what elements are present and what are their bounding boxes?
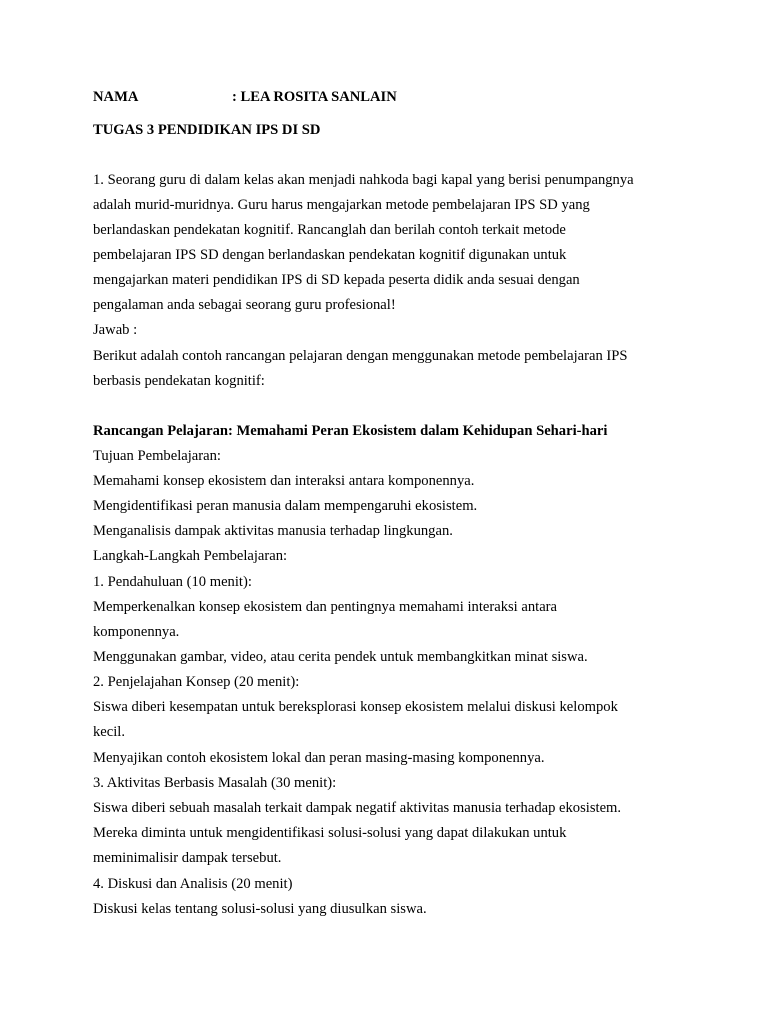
body-line: Memperkenalkan konsep ekosistem dan pentingnya memahami interaksi antara: [93, 599, 558, 615]
question-line: pengalaman anda sebagai seorang guru profesional!: [93, 297, 396, 313]
question-line: mengajarkan materi pendidikan IPS di SD kepada peserta didik anda sesuai dengan: [93, 272, 580, 288]
body-line: Siswa diberi kesempatan untuk bereksplorasi konsep ekosistem melalui diskusi kelompok: [93, 699, 618, 715]
step-heading: 2. Penjelajahan Konsep (20 menit):: [93, 674, 300, 690]
section-heading: Tujuan Pembelajaran:: [93, 448, 221, 464]
body-line: Menggunakan gambar, video, atau cerita pendek untuk membangkitkan minat siswa.: [93, 649, 588, 665]
body-line: Menganalisis dampak aktivitas manusia terhadap lingkungan.: [93, 523, 453, 539]
answer-label: Jawab :: [93, 322, 138, 338]
question-line: berlandaskan pendekatan kognitif. Rancanglah dan berilah contoh terkait metode: [93, 222, 566, 238]
nama-value: : LEA ROSITA SANLAIN: [232, 89, 397, 105]
nama-label: NAMA: [93, 89, 139, 105]
section-heading: Langkah-Langkah Pembelajaran:: [93, 548, 288, 564]
body-line: Mereka diminta untuk mengidentifikasi solusi-solusi yang dapat dilakukan untuk: [93, 825, 567, 841]
step-heading: 1. Pendahuluan (10 menit):: [93, 574, 252, 590]
body-line: Memahami konsep ekosistem dan interaksi antara komponennya.: [93, 473, 475, 489]
body-line: komponennya.: [93, 624, 180, 640]
body-line: Mengidentifikasi peran manusia dalam mempengaruhi ekosistem.: [93, 498, 478, 514]
body-line: Siswa diberi sebuah masalah terkait dampak negatif aktivitas manusia terhadap ekosistem.: [93, 800, 622, 816]
intro-line: berbasis pendekatan kognitif:: [93, 373, 265, 389]
question-line: pembelajaran IPS SD dengan berlandaskan pendekatan kognitif digunakan untuk: [93, 247, 567, 263]
question-line: adalah murid-muridnya. Guru harus mengajarkan metode pembelajaran IPS SD yang: [93, 197, 590, 213]
step-heading: 3. Aktivitas Berbasis Masalah (30 menit):: [93, 775, 337, 791]
body-line: meminimalisir dampak tersebut.: [93, 850, 282, 866]
plan-title: Rancangan Pelajaran: Memahami Peran Ekosistem dalam Kehidupan Sehari-hari: [93, 423, 608, 439]
intro-line: Berikut adalah contoh rancangan pelajaran dengan menggunakan metode pembelajaran IPS: [93, 348, 628, 364]
body-line: Menyajikan contoh ekosistem lokal dan peran masing-masing komponennya.: [93, 750, 545, 766]
assignment-title: TUGAS 3 PENDIDIKAN IPS DI SD: [93, 122, 321, 138]
step-heading: 4. Diskusi dan Analisis (20 menit): [93, 876, 293, 892]
body-line: kecil.: [93, 724, 126, 740]
body-line: Diskusi kelas tentang solusi-solusi yang diusulkan siswa.: [93, 901, 427, 917]
question-line: 1. Seorang guru di dalam kelas akan menjadi nahkoda bagi kapal yang berisi penumpangnya: [93, 172, 634, 188]
